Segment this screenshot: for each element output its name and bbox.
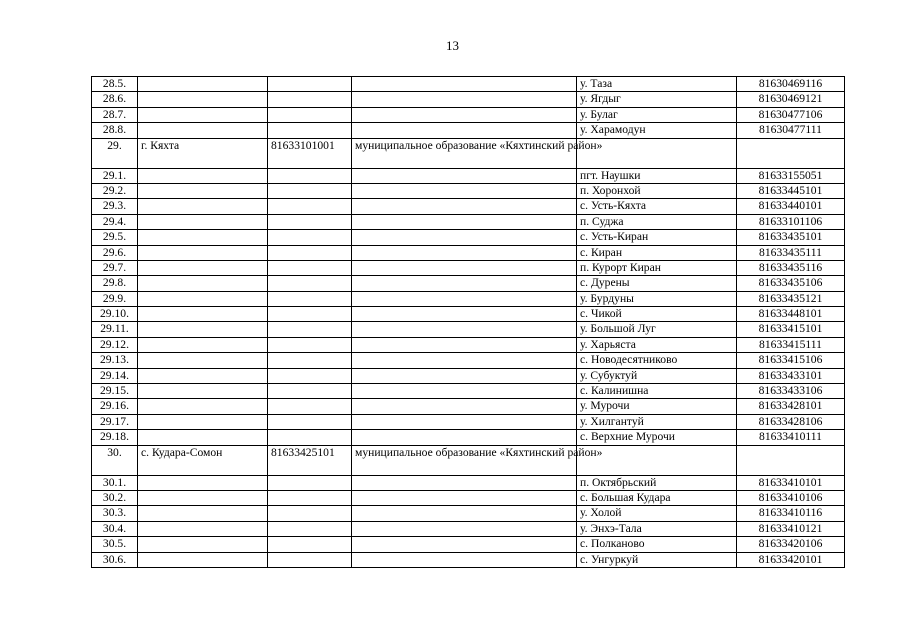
table-row xyxy=(92,337,845,352)
row-number-cell: 29.12. xyxy=(92,337,138,352)
settlement-name-cell: п. Курорт Киран xyxy=(577,260,737,275)
table-row xyxy=(92,322,845,337)
row-number-cell: 29.9. xyxy=(92,291,138,306)
municipality-name-cell: г. Кяхта xyxy=(138,138,268,168)
table-row xyxy=(92,291,845,306)
municipality-code-cell xyxy=(268,521,352,536)
municipality-code-cell xyxy=(268,77,352,92)
municipal-formation-cell xyxy=(352,276,577,291)
settlement-code-cell: 81630477111 xyxy=(737,123,845,138)
row-number-cell: 28.7. xyxy=(92,107,138,122)
row-number-cell: 29.8. xyxy=(92,276,138,291)
municipal-formation-cell xyxy=(352,214,577,229)
municipality-name-cell xyxy=(138,490,268,505)
municipality-code-cell xyxy=(268,368,352,383)
table-row xyxy=(92,506,845,521)
settlement-name-cell: у. Харамодун xyxy=(577,123,737,138)
table-row xyxy=(92,445,845,475)
municipal-formation-cell xyxy=(352,199,577,214)
municipality-name-cell xyxy=(138,92,268,107)
table-row xyxy=(92,399,845,414)
table-row xyxy=(92,537,845,552)
table-row xyxy=(92,384,845,399)
municipality-name-cell xyxy=(138,368,268,383)
municipality-code-cell xyxy=(268,430,352,445)
municipal-formation-cell xyxy=(352,414,577,429)
municipal-formation-cell xyxy=(352,552,577,567)
table-row xyxy=(92,168,845,183)
municipality-code-cell xyxy=(268,353,352,368)
table-row xyxy=(92,138,845,168)
municipality-code-cell xyxy=(268,245,352,260)
municipal-formation-cell xyxy=(352,430,577,445)
settlement-name-cell: у. Таза xyxy=(577,77,737,92)
settlement-name-cell: с. Большая Кудара xyxy=(577,490,737,505)
row-number-cell: 29.2. xyxy=(92,183,138,198)
settlement-code-cell: 81633435121 xyxy=(737,291,845,306)
settlement-code-cell: 81633428101 xyxy=(737,399,845,414)
settlement-code-cell: 81633415106 xyxy=(737,353,845,368)
municipality-name-cell xyxy=(138,399,268,414)
municipality-code-cell xyxy=(268,107,352,122)
municipal-formation-cell xyxy=(352,384,577,399)
settlement-code-cell: 81633420101 xyxy=(737,552,845,567)
table-row xyxy=(92,368,845,383)
municipality-code-cell xyxy=(268,399,352,414)
table-row xyxy=(92,353,845,368)
table-row xyxy=(92,307,845,322)
settlement-code-cell: 81633433101 xyxy=(737,368,845,383)
municipality-code-cell xyxy=(268,168,352,183)
municipality-name-cell xyxy=(138,552,268,567)
municipal-formation-cell xyxy=(352,245,577,260)
table-row xyxy=(92,414,845,429)
settlement-name-cell: у. Ягдыг xyxy=(577,92,737,107)
settlement-name-cell: с. Усть-Киран xyxy=(577,230,737,245)
municipality-code-cell xyxy=(268,92,352,107)
settlement-name-cell: с. Верхние Мурочи xyxy=(577,430,737,445)
municipal-formation-cell xyxy=(352,183,577,198)
municipality-code-cell: 81633101001 xyxy=(268,138,352,168)
table-row xyxy=(92,521,845,536)
row-number-cell: 29.4. xyxy=(92,214,138,229)
table-row xyxy=(92,77,845,92)
settlement-code-cell: 81633410121 xyxy=(737,521,845,536)
row-number-cell: 30. xyxy=(92,445,138,475)
row-number-cell: 28.8. xyxy=(92,123,138,138)
municipal-formation-cell xyxy=(352,92,577,107)
municipal-formation-cell xyxy=(352,537,577,552)
table-row xyxy=(92,475,845,490)
municipal-formation-cell xyxy=(352,399,577,414)
settlement-name-cell: у. Бурдуны xyxy=(577,291,737,306)
row-number-cell: 29.15. xyxy=(92,384,138,399)
row-number-cell: 29.11. xyxy=(92,322,138,337)
table-row xyxy=(92,245,845,260)
row-number-cell: 30.1. xyxy=(92,475,138,490)
municipality-code-cell xyxy=(268,490,352,505)
municipality-code-cell xyxy=(268,276,352,291)
municipality-code-cell xyxy=(268,260,352,275)
settlement-code-cell xyxy=(737,138,845,168)
municipality-name-cell xyxy=(138,230,268,245)
settlement-name-cell: с. Дурены xyxy=(577,276,737,291)
municipality-code-cell xyxy=(268,214,352,229)
municipality-code-cell xyxy=(268,384,352,399)
municipality-name-cell xyxy=(138,291,268,306)
municipality-name-cell xyxy=(138,183,268,198)
row-number-cell: 29.17. xyxy=(92,414,138,429)
municipal-formation-cell xyxy=(352,521,577,536)
municipality-name-cell xyxy=(138,537,268,552)
municipal-formation-cell xyxy=(352,337,577,352)
row-number-cell: 30.6. xyxy=(92,552,138,567)
municipality-name-cell xyxy=(138,337,268,352)
settlement-name-cell: п. Суджа xyxy=(577,214,737,229)
municipal-formation-cell xyxy=(352,353,577,368)
settlement-code-cell: 81633433106 xyxy=(737,384,845,399)
municipal-formation-cell xyxy=(352,123,577,138)
settlement-code-cell: 81630469116 xyxy=(737,77,845,92)
municipality-name-cell xyxy=(138,168,268,183)
table-body xyxy=(92,77,845,568)
municipality-code-cell xyxy=(268,506,352,521)
settlement-name-cell: с. Чикой xyxy=(577,307,737,322)
table-row xyxy=(92,214,845,229)
settlement-code-cell: 81633435111 xyxy=(737,245,845,260)
row-number-cell: 29.3. xyxy=(92,199,138,214)
settlement-name-cell: с. Киран xyxy=(577,245,737,260)
municipality-name-cell xyxy=(138,384,268,399)
row-number-cell: 28.5. xyxy=(92,77,138,92)
municipality-name-cell xyxy=(138,123,268,138)
municipality-code-cell xyxy=(268,552,352,567)
municipal-formation-cell xyxy=(352,230,577,245)
settlement-code-cell: 81633101106 xyxy=(737,214,845,229)
settlement-code-cell xyxy=(737,445,845,475)
municipal-formation-cell xyxy=(352,368,577,383)
settlements-table xyxy=(91,76,845,568)
municipality-code-cell xyxy=(268,183,352,198)
municipality-name-cell xyxy=(138,475,268,490)
settlement-code-cell: 81630469121 xyxy=(737,92,845,107)
settlement-code-cell: 81633415111 xyxy=(737,337,845,352)
municipality-name-cell xyxy=(138,506,268,521)
table-row xyxy=(92,552,845,567)
page-number: 13 xyxy=(446,38,459,53)
municipal-formation-cell: муниципальное образование «Кяхтинский район» xyxy=(352,445,577,475)
settlement-name-cell: у. Энхэ-Тала xyxy=(577,521,737,536)
settlement-name-cell: с. Усть-Кяхта xyxy=(577,199,737,214)
settlement-code-cell: 81633440101 xyxy=(737,199,845,214)
municipality-name-cell xyxy=(138,245,268,260)
municipality-name-cell xyxy=(138,214,268,229)
municipality-name-cell xyxy=(138,260,268,275)
settlement-code-cell: 81633435106 xyxy=(737,276,845,291)
municipality-code-cell xyxy=(268,230,352,245)
municipal-formation-cell xyxy=(352,168,577,183)
municipal-formation-cell xyxy=(352,77,577,92)
settlement-code-cell: 81633410106 xyxy=(737,490,845,505)
municipality-name-cell: с. Кудара-Сомон xyxy=(138,445,268,475)
settlement-code-cell: 81630477106 xyxy=(737,107,845,122)
row-number-cell: 29.6. xyxy=(92,245,138,260)
municipality-name-cell xyxy=(138,199,268,214)
municipality-code-cell xyxy=(268,475,352,490)
municipal-formation-cell xyxy=(352,475,577,490)
municipality-code-cell xyxy=(268,123,352,138)
settlement-code-cell: 81633448101 xyxy=(737,307,845,322)
municipality-name-cell xyxy=(138,353,268,368)
settlement-name-cell: с. Калинишна xyxy=(577,384,737,399)
table-row xyxy=(92,430,845,445)
settlement-name-cell: п. Октябрьский xyxy=(577,475,737,490)
table-row xyxy=(92,183,845,198)
municipality-code-cell: 81633425101 xyxy=(268,445,352,475)
settlement-code-cell: 81633435101 xyxy=(737,230,845,245)
settlement-name-cell: у. Субуктуй xyxy=(577,368,737,383)
municipality-name-cell xyxy=(138,307,268,322)
municipality-code-cell xyxy=(268,291,352,306)
settlement-code-cell: 81633410111 xyxy=(737,430,845,445)
row-number-cell: 29.1. xyxy=(92,168,138,183)
settlement-code-cell: 81633155051 xyxy=(737,168,845,183)
settlement-code-cell: 81633410101 xyxy=(737,475,845,490)
municipal-formation-cell xyxy=(352,490,577,505)
table-row xyxy=(92,107,845,122)
settlement-name-cell: пгт. Наушки xyxy=(577,168,737,183)
row-number-cell: 28.6. xyxy=(92,92,138,107)
settlement-name-cell: у. Большой Луг xyxy=(577,322,737,337)
settlement-name-cell: с. Унгуркуй xyxy=(577,552,737,567)
row-number-cell: 29.7. xyxy=(92,260,138,275)
row-number-cell: 29.5. xyxy=(92,230,138,245)
row-number-cell: 29.18. xyxy=(92,430,138,445)
settlement-name-cell: с. Полканово xyxy=(577,537,737,552)
row-number-cell: 29.14. xyxy=(92,368,138,383)
municipal-formation-cell xyxy=(352,307,577,322)
row-number-cell: 29.10. xyxy=(92,307,138,322)
settlement-code-cell: 81633435116 xyxy=(737,260,845,275)
row-number-cell: 30.5. xyxy=(92,537,138,552)
municipality-code-cell xyxy=(268,414,352,429)
settlement-code-cell: 81633415101 xyxy=(737,322,845,337)
municipal-formation-cell xyxy=(352,322,577,337)
municipal-formation-cell xyxy=(352,107,577,122)
municipality-code-cell xyxy=(268,322,352,337)
row-number-cell: 30.3. xyxy=(92,506,138,521)
municipality-code-cell xyxy=(268,199,352,214)
table-row xyxy=(92,260,845,275)
row-number-cell: 29.13. xyxy=(92,353,138,368)
table-row xyxy=(92,92,845,107)
municipality-name-cell xyxy=(138,430,268,445)
municipality-code-cell xyxy=(268,537,352,552)
settlement-name-cell: у. Мурочи xyxy=(577,399,737,414)
municipality-name-cell xyxy=(138,322,268,337)
municipality-name-cell xyxy=(138,521,268,536)
table-row xyxy=(92,276,845,291)
settlement-code-cell: 81633420106 xyxy=(737,537,845,552)
row-number-cell: 30.4. xyxy=(92,521,138,536)
settlement-code-cell: 81633428106 xyxy=(737,414,845,429)
municipality-code-cell xyxy=(268,307,352,322)
municipal-formation-cell xyxy=(352,260,577,275)
municipal-formation-cell xyxy=(352,506,577,521)
municipal-formation-cell xyxy=(352,291,577,306)
table-row xyxy=(92,490,845,505)
municipality-code-cell xyxy=(268,337,352,352)
settlement-name-cell: с. Новодесятниково xyxy=(577,353,737,368)
table-row xyxy=(92,199,845,214)
settlement-name-cell: у. Хилгантуй xyxy=(577,414,737,429)
settlement-code-cell: 81633445101 xyxy=(737,183,845,198)
settlement-name-cell: у. Булаг xyxy=(577,107,737,122)
settlement-name-cell: у. Холой xyxy=(577,506,737,521)
table-row xyxy=(92,230,845,245)
table-row xyxy=(92,123,845,138)
settlement-code-cell: 81633410116 xyxy=(737,506,845,521)
settlement-name-cell: у. Харьяста xyxy=(577,337,737,352)
municipality-name-cell xyxy=(138,107,268,122)
municipality-name-cell xyxy=(138,414,268,429)
row-number-cell: 29. xyxy=(92,138,138,168)
municipality-name-cell xyxy=(138,276,268,291)
row-number-cell: 30.2. xyxy=(92,490,138,505)
municipal-formation-cell: муниципальное образование «Кяхтинский район» xyxy=(352,138,577,168)
row-number-cell: 29.16. xyxy=(92,399,138,414)
settlement-name-cell: п. Хоронхой xyxy=(577,183,737,198)
municipality-name-cell xyxy=(138,77,268,92)
